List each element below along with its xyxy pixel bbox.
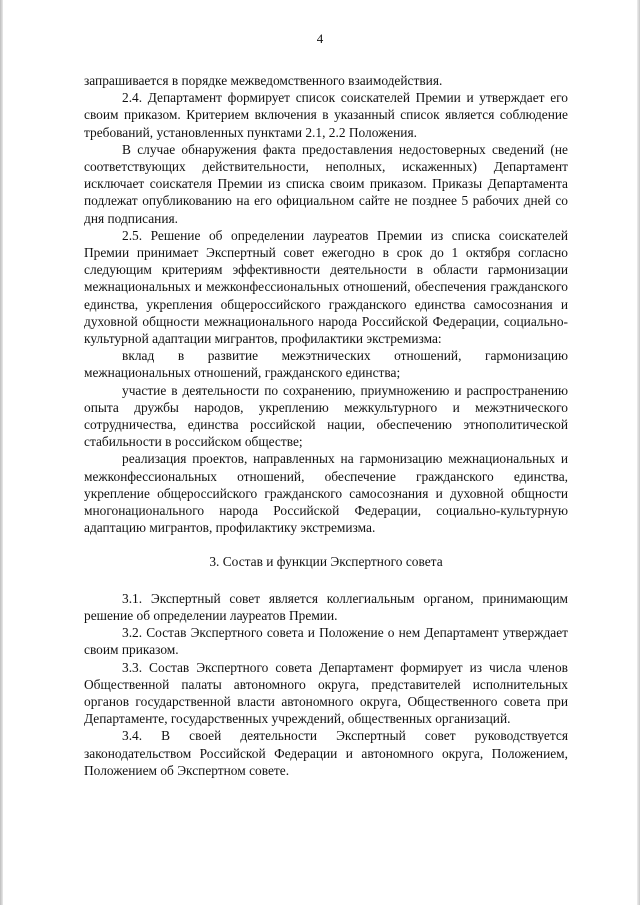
paragraph-2-5: 2.5. Решение об определении лауреатов Премии из списка соискателей Премии принимает Экспертный совет ежегодно в срок до 1 октября согласно следующим критериям эффективности деятельности в области гармонизации межнациональных и межконфессиональных отношений, обеспечения гражданского единства, укрепления общероссийского гражданского единства самосознания и духовной общности межнационального народа Российской Федерации, социально-культурной адаптации мигрантов, профилактики экстремизма: xyxy=(84,227,568,347)
page-number: 4 xyxy=(316,31,324,46)
paragraph-3-4: 3.4. В своей деятельности Экспертный совет руководствуется законодательством Российской Федерации и автономного округа, Положением, Положением об Экспертном совете. xyxy=(84,728,568,778)
document-body xyxy=(84,72,568,779)
paragraph-exclusion: В случае обнаружения факта предоставления недостоверных сведений (не соответствующих действительности, неполных, искаженных) Департамент исключает соискателя Премии из списка своим приказом. Приказы Департамента подлежат опубликованию на его официальном сайте не позднее 5 рабочих дней со дня подписания. xyxy=(84,141,568,226)
criterion-item: участие в деятельности по сохранению, приумножению и распространению опыта дружбы народов, укреплению межкультурного и межэтнического сотрудничества, единства российской нации, обеспечению этнополитической стабильности в российском обществе; xyxy=(84,382,568,450)
scan-edge-left xyxy=(0,0,3,905)
paragraph-continuation: запрашивается в порядке межведомственного взаимодействия. xyxy=(84,73,443,88)
section-heading: 3. Состав и функции Экспертного совета xyxy=(209,554,443,570)
paragraph-3-3: 3.3. Состав Экспертного совета Департамент формирует из числа членов Общественной палаты автономного округа, представителей исполнительных органов государственной власти автономного округа, Общественного совета при Департаменте, государственных учреждений, общественных организаций. xyxy=(84,659,568,727)
criterion-item: вклад в развитие межэтнических отношений, гармонизацию межнациональных отношений, гражданского единства; xyxy=(84,348,568,381)
paragraph-2-4: 2.4. Департамент формирует список соискателей Премии и утверждает его своим приказом. Критерием включения в указанный список является соблюдение требований, установленных пунктами 2.1, 2.2 Положения. xyxy=(84,90,568,140)
paragraph-3-2: 3.2. Состав Экспертного совета и Положение о нем Департамент утверждает своим приказом. xyxy=(84,625,568,658)
criterion-item: реализация проектов, направленных на гармонизацию межнациональных и межконфессиональных отношений, обеспечение гражданского единства, укрепление общероссийского гражданского самосознания и духовной общности многонационального народа Российской Федерации, социально-культурную адаптацию мигрантов, профилактику экстремизма. xyxy=(84,451,568,536)
paragraph-3-1: 3.1. Экспертный совет является коллегиальным органом, принимающим решение об определении лауреатов Премии. xyxy=(84,590,568,623)
